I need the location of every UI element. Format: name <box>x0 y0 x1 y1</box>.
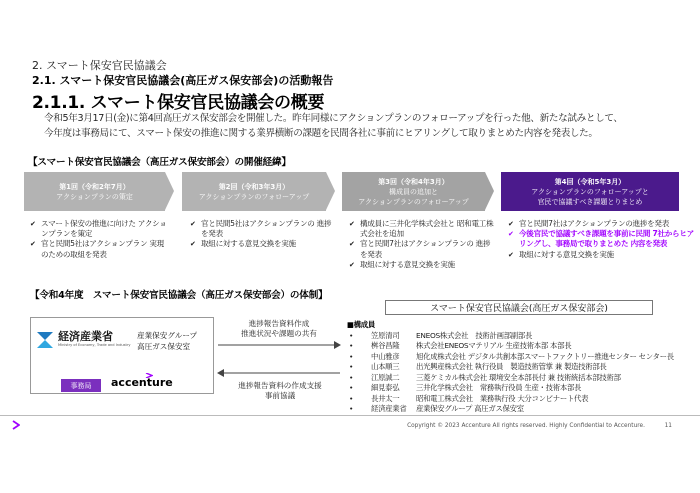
member-name: 笠原清司 <box>371 330 400 340</box>
meti-logo-icon <box>35 330 55 350</box>
accenture-chevron-icon <box>12 420 20 430</box>
phase-1-chevron <box>165 172 174 210</box>
copyright-text: Copyright © 2023 Accenture All rights reserved. Highly Confidential to Accenture. <box>407 423 645 429</box>
member-row: • 山本順三 出光興産株式会社 執行役員 製造技術管掌 兼 製造技術部長 <box>349 362 607 371</box>
arrow-right-icon <box>214 340 344 350</box>
member-name: 長井太一 <box>371 393 400 403</box>
phase-4-sub-2: 官民で協議すべき課題とりまとめ <box>537 197 643 206</box>
list-item: ✔ 構成員に三井化学株式会社と 昭和電工株式会社を追加 <box>349 219 495 239</box>
list-item: ✔ 官と民間7社はアクションプランの 進捗を発表 <box>349 239 495 259</box>
phase-4-box <box>501 172 679 211</box>
accenture-mark-icon <box>145 373 153 378</box>
phase-3-title: 第3回（令和4年3月） <box>378 177 449 186</box>
phase-2-chevron <box>326 172 335 210</box>
intro-paragraph: 令和5年3月17日(金)に第4回高圧ガス保安部会を開催した。昨年同様にアクションプランのフォローアップを行った他、新たな試みとして、 今年度は事務局にて、スマート保安の推進に関する業界横断の課題を民間各社に事前にヒアリングして取りまとめた内容を発表した。 <box>44 113 623 139</box>
footer-copyright <box>407 423 672 429</box>
arrow-bottom-line-1: 進捗報告資料の作成支援 <box>238 381 322 390</box>
arrow-left-icon <box>214 368 344 378</box>
phase-1-bullets <box>30 219 170 260</box>
arrow-bottom-text <box>220 381 340 401</box>
section-heading: 2. スマート保安官民協議会 <box>32 59 167 72</box>
phase-3-bullets <box>349 219 495 270</box>
phase-2-title: 第2回（令和3年3月） <box>218 182 290 191</box>
member-row: • 中山雅彦 旭化成株式会社 デジタル共創本部スマートファクトリー推進センター センター長 <box>349 351 674 361</box>
members-list <box>347 320 674 415</box>
subsection-heading: 2.1. スマート保安官民協議会(高圧ガス保安部会)の活動報告 <box>32 74 334 87</box>
arrow-top-line-2: 推進状況や課題の共有 <box>241 329 317 338</box>
list-item: ✔ 取組に対する意見交換を実施 <box>508 250 694 260</box>
member-org: 三菱ケミカル株式会社 環境安全本部長付 兼 技術統括本部技術部 <box>416 372 621 382</box>
phase-1-sub: アクションプランの策定 <box>56 192 133 201</box>
arrow-top-text <box>224 319 334 339</box>
phase-2-sub: アクションプランのフォローアップ <box>198 192 310 201</box>
member-row: • 細見泰弘 三井化学株式会社 常務執行役員 生産・技術本部長 <box>349 383 582 392</box>
phase-2-bullets <box>190 219 335 250</box>
history-section-title: 【スマート保安官民協議会（高圧ガス保安部会）の開催経緯】 <box>28 157 291 168</box>
council-title-box: スマート保安官民協議会(高圧ガス保安部会) <box>385 300 653 315</box>
footer-divider <box>0 415 700 416</box>
member-name: 細見泰弘 <box>371 383 400 392</box>
member-org: 産業保安グループ 高圧ガス保安室 <box>416 404 524 413</box>
list-item: ✔ 官と民間7社はアクションプランの進捗を発表 <box>508 219 694 229</box>
member-org: 出光興産株式会社 執行役員 製造技術管掌 兼 製造技術部長 <box>416 362 607 371</box>
list-item: ✔ 官と民間5社はアクションプランの 進捗を発表 <box>190 219 335 239</box>
phase-3-chevron <box>485 172 494 210</box>
member-org: ENEOS株式会社 技術計画部副部長 <box>416 330 533 340</box>
phase-3-box <box>342 172 485 211</box>
phase-4-bullets <box>508 219 694 260</box>
phase-1-box <box>24 172 165 211</box>
dept-line-2: 高圧ガス保安室 <box>137 342 191 351</box>
phase-3-sub-2: アクションプランのフォローアップ <box>358 197 469 206</box>
list-item: ✔ 取組に対する意見交換を実施 <box>190 239 335 249</box>
list-item-highlight: ✔ 今後官民で協議すべき課題を事前に民間 7社からヒアリングし、事務局で取りまとめた 内容を発表 <box>508 229 694 249</box>
phase-3-sub-1: 構成員の追加と <box>389 187 438 196</box>
page-number: 11 <box>664 423 672 429</box>
member-org: 株式会社ENEOSマテリアル 生産技術本部 本部長 <box>416 341 572 350</box>
member-name: 桝谷昌隆 <box>371 341 400 350</box>
member-name: 山本順三 <box>371 362 400 371</box>
member-row: • 経済産業省 産業保安グループ 高圧ガス保安室 <box>349 404 524 413</box>
member-org: 旭化成株式会社 デジタル共創本部スマートファクトリー推進センター センター長 <box>416 351 674 361</box>
members-heading: ■構成員 <box>347 320 375 329</box>
member-name: 中山雅彦 <box>371 351 400 361</box>
jimukyoku-badge: 事務局 <box>61 379 101 392</box>
member-name: 江原誠二 <box>371 372 400 382</box>
member-row: • 笠原清司 ENEOS株式会社 技術計画部副部長 <box>349 330 533 340</box>
list-item: ✔ スマート保安の推進に向けた アクションプランを策定 <box>30 219 170 239</box>
structure-section-title: 【令和4年度 スマート保安官民協議会（高圧ガス保安部会）の体制】 <box>30 290 328 301</box>
dept-line-1: 産業保安グループ <box>137 331 198 340</box>
page-title: 2.1.1. スマート保安官民協議会の概要 <box>32 93 325 113</box>
member-org: 昭和電工株式会社 業務執行役 大分コンビナート代表 <box>416 393 589 403</box>
phase-4-title: 第4回（令和5年3月） <box>554 177 626 186</box>
meti-en-name: Ministry of Economy, Trade and Industry <box>58 343 131 347</box>
arrow-bottom-line-2: 事前協議 <box>264 391 296 400</box>
arrow-top-line-1: 進捗報告資料作成 <box>248 319 310 328</box>
member-row: • 長井太一 昭和電工株式会社 業務執行役 大分コンビナート代表 <box>349 393 589 403</box>
list-item: ✔ 官と民間5社はアクションプラン 実現のための取組を発表 <box>30 239 170 259</box>
member-row: • 桝谷昌隆 株式会社ENEOSマテリアル 生産技術本部 本部長 <box>349 341 572 350</box>
member-name: 経済産業省 <box>371 404 407 413</box>
accenture-logo: accenture <box>111 376 173 389</box>
meti-name: 経済産業省 <box>58 330 113 343</box>
phase-4-sub-1: アクションプランのフォローアップと <box>531 187 649 196</box>
phase-1-title: 第1回（令和2年7月） <box>59 182 130 191</box>
meti-accenture-box <box>30 317 214 394</box>
member-row: • 江原誠二 三菱ケミカル株式会社 環境安全本部長付 兼 技術統括本部技術部 <box>349 372 621 382</box>
list-item: ✔ 取組に対する意見交換を実施 <box>349 260 495 270</box>
member-org: 三井化学株式会社 常務執行役員 生産・技術本部長 <box>416 383 582 392</box>
phase-2-box <box>182 172 326 211</box>
